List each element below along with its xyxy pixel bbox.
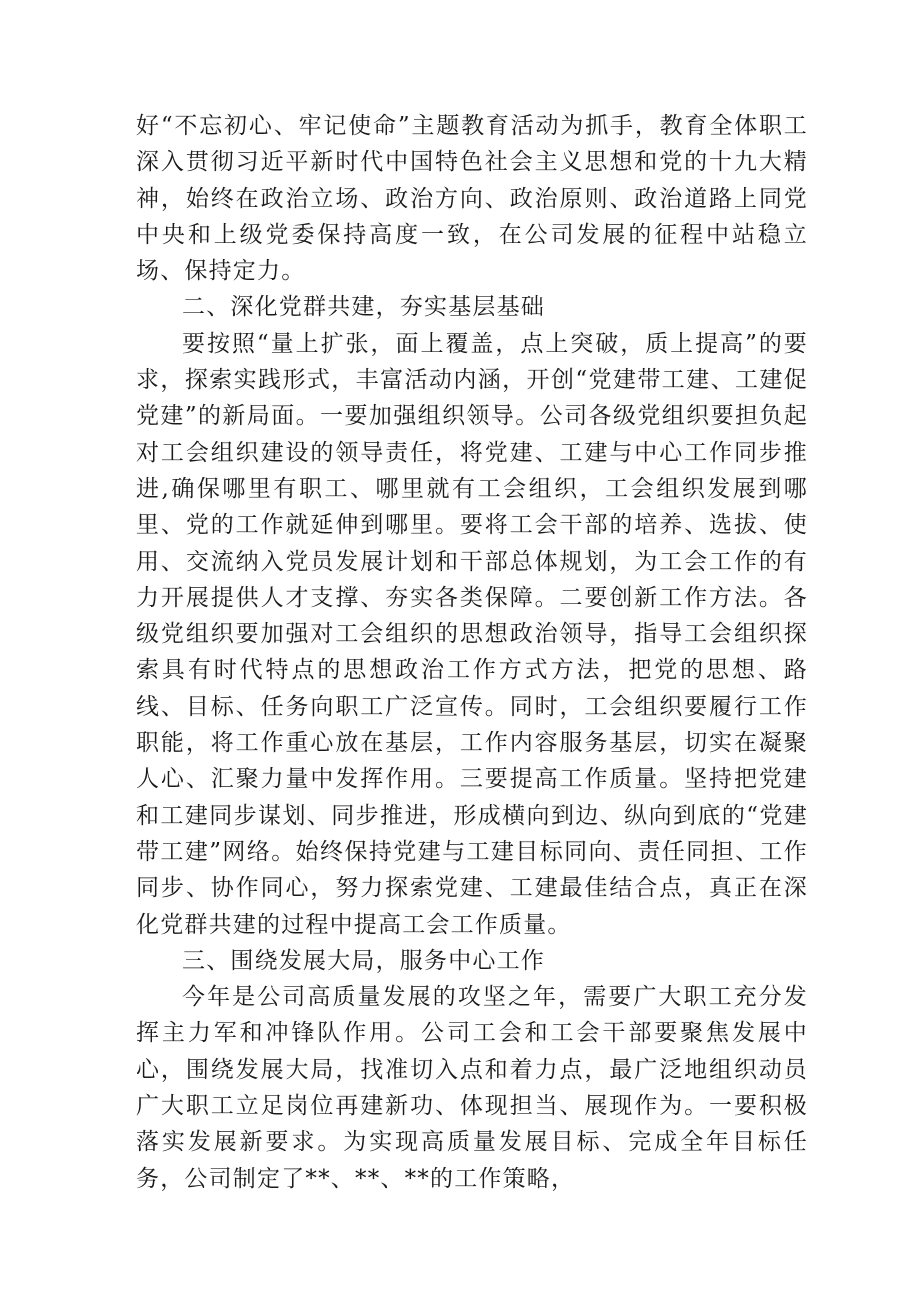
paragraph-continued: 好“不忘初心、牢记使命”主题教育活动为抓手，教育全体职工深入贯彻习近平新时代中国特色社会主义思想和党的十九大精神，始终在政治立场、政治方向、政治原则、政治道路上同党中央和上级党委保持高度一致，在公司发展的征程中站稳立场、保持定力。 bbox=[136, 113, 808, 285]
section-heading-three: 三、围绕发展大局，服务中心工作 bbox=[182, 947, 545, 974]
document-body bbox=[136, 108, 808, 1197]
paragraph-section-two: 要按照“量上扩张，面上覆盖，点上突破，质上提高”的要求，探索实践形式，丰富活动内涵，开创“党建带工建、工建促党建”的新局面。一要加强组织领导。公司各级党组织要担负起对工会组织建设的领导责任，将党建、工建与中心工作同步推进,确保哪里有职工、哪里就有工会组织，工会组织发展到哪里、党的工作就延伸到哪里。要将工会干部的培养、选拔、使用、交流纳入党员发展计划和干部总体规划，为工会工作的有力开展提供人才支撑、夯实各类保障。二要创新工作方法。各级党组织要加强对工会组织的思想政治领导，指导工会组织探索具有时代特点的思想政治工作方式方法，把党的思想、路线、目标、任务向职工广泛宣传。同时，工会组织要履行工作职能，将工作重心放在基层，工作内容服务基层，切实在凝聚人心、汇聚力量中发挥作用。三要提高工作质量。坚持把党建和工建同步谋划、同步推进，形成横向到边、纵向到底的“党建带工建”网络。始终保持党建与工建目标同向、责任同担、工作同步、协作同心，努力探索党建、工建最佳结合点，真正在深化党群共建的过程中提高工会工作质量。 bbox=[136, 330, 808, 938]
section-heading-two: 二、深化党群共建，夯实基层基础 bbox=[182, 294, 545, 321]
paragraph-section-three: 今年是公司高质量发展的攻坚之年，需要广大职工充分发挥主力军和冲锋队作用。公司工会和工会干部要聚焦发展中心，围绕发展大局，找准切入点和着力点，最广泛地组织动员广大职工立足岗位再建新功、体现担当、展现作为。一要积极落实发展新要求。为实现高质量发展目标、完成全年目标任务，公司制定了**、**、**的工作策略， bbox=[136, 984, 808, 1192]
